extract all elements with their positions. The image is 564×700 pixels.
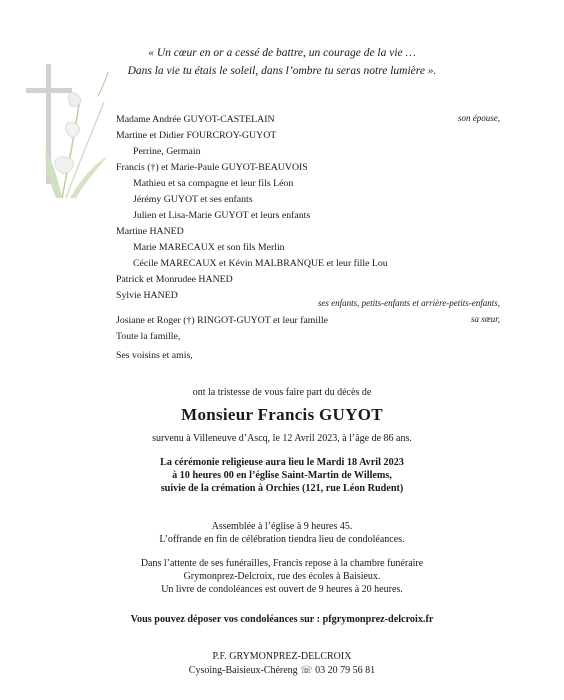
family-member: Julien et Lisa-Marie GUYOT et leurs enfants — [133, 210, 311, 221]
quote-line-2: Dans la vie tu étais le soleil, dans l’ombre tu seras notre lumière ». — [127, 65, 437, 77]
family-member: Madame Andrée GUYOT-CASTELAIN — [116, 114, 275, 125]
family-member: Francis (†) et Marie-Paule GUYOT-BEAUVOIS — [116, 162, 308, 173]
death-details: survenu à Villeneuve d’Ascq, le 12 Avril 2023, à l’âge de 86 ans. — [152, 433, 412, 444]
family-member: Cécile MARECAUX et Kévin MALBRANQUE et leur fille Lou — [133, 258, 388, 269]
family-member: Martine HANED — [116, 226, 184, 237]
company-name: P.F. GRYMONPREZ-DELCROIX — [212, 651, 352, 662]
funeral-home-details — [0, 557, 564, 596]
family-member: Martine et Didier FOURCROY-GUYOT — [116, 130, 277, 141]
funeral-home-line: Grymonprez-Delcroix, rue des écoles à Baisieux. — [183, 571, 381, 582]
funeral-home-line: Un livre de condoléances est ouvert de 9 heures à 20 heures. — [161, 584, 403, 595]
family-member: Josiane et Roger (†) RINGOT-GUYOT et leur famille — [116, 315, 328, 326]
family-member: Ses voisins et amis, — [116, 350, 193, 361]
gathering-details — [0, 520, 564, 546]
family-member: Patrick et Monrudee HANED — [116, 274, 233, 285]
deceased-name: Monsieur Francis GUYOT — [181, 405, 383, 424]
family-member: Marie MARECAUX et son fils Merlin — [133, 242, 285, 253]
ceremony-details — [0, 456, 564, 495]
family-member: Mathieu et sa compagne et leur fils Léon — [133, 178, 294, 189]
funeral-home-line: Dans l’attente de ses funérailles, Francis repose à la chambre funéraire — [140, 558, 424, 569]
family-member: Jérémy GUYOT et ses enfants — [133, 194, 253, 205]
gathering-line: Assemblée à l’église à 9 heures 45. — [211, 521, 353, 532]
cross-lily-icon — [22, 58, 112, 208]
ceremony-line: à 10 heures 00 en l’église Saint-Martin de Willems, — [172, 470, 392, 481]
ceremony-line: La cérémonie religieuse aura lieu le Mardi 18 Avril 2023 — [160, 457, 404, 468]
quote-line-1: « Un cœur en or a cessé de battre, un courage de la vie … — [148, 47, 416, 59]
family-member: Perrine, Germain — [133, 146, 201, 157]
gathering-line: L’offrande en fin de célébration tiendra lieu de condoléances. — [159, 534, 405, 545]
ceremony-line: suivie de la crémation à Orchies (121, rue Léon Rudent) — [160, 483, 404, 494]
condolences-link-text: Vous pouvez déposer vos condoléances sur : pfgrymonprez-delcroix.fr — [130, 614, 434, 625]
funeral-director-footer — [0, 650, 564, 678]
family-member: Sylvie HANED — [116, 290, 178, 301]
family-member: Toute la famille, — [116, 331, 181, 342]
announcement-intro: ont la tristesse de vous faire part du décès de — [192, 387, 372, 398]
company-address: Cysoing-Baisieux-Chéreng ☏ 03 20 79 56 81 — [188, 665, 376, 676]
relation-sister: sa sœur, — [470, 314, 500, 324]
relation-children: ses enfants, petits-enfants et arrière-petits-enfants, — [317, 298, 500, 308]
relation-spouse: son épouse, — [458, 113, 500, 123]
